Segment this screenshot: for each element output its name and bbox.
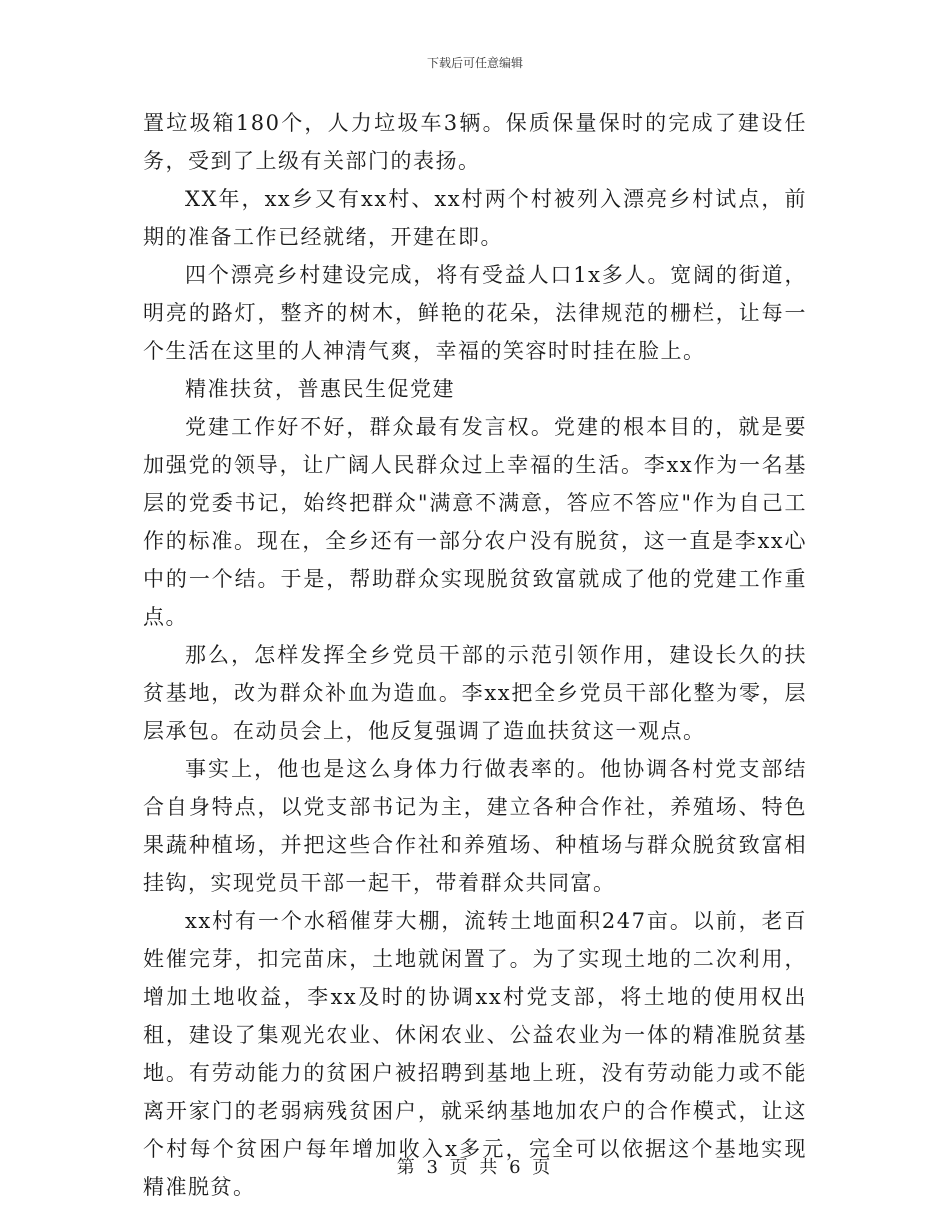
- paragraph-3: 四个漂亮乡村建设完成，将有受益人口1x多人。宽阔的街道，明亮的路灯，整齐的树木，鲜艳的花朵，法律规范的栅栏，让每一个生活在这里的人神清气爽，幸福的笑容时时挂在脸上。: [143, 263, 807, 363]
- paragraph-1: 置垃圾箱180个，人力垃圾车3辆。保质保量保时的完成了建设任务，受到了上级有关部门的表扬。: [143, 111, 807, 173]
- paragraph-6: 那么，怎样发挥全乡党员干部的示范引领作用，建设长久的扶贫基地，改为群众补血为造血。李xx把全乡党员干部化整为零，层层承包。在动员会上，他反复强调了造血扶贫这一观点。: [143, 643, 807, 743]
- paragraph-8: xx村有一个水稻催芽大棚，流转土地面积247亩。以前，老百姓催完芽，扣完苗床，土地就闲置了。为了实现土地的二次利用，增加土地收益，李xx及时的协调xx村党支部，将土地的使用权出租，建设了集观光农业、休闲农业、公益农业为一体的精准脱贫基地。有劳动能力的贫困户被招聘到基地上班，没有劳动能力或不能离开家门的老弱病残贫困户，就采纳基地加农户的合作模式，让这个村每个贫困户每年增加收入x多元，完全可以依据这个基地实现精准脱贫。: [143, 909, 807, 1199]
- paragraph-5: 党建工作好不好，群众最有发言权。党建的根本目的，就是要加强党的领导，让广阔人民群众过上幸福的生活。李xx作为一名基层的党委书记，始终把群众"满意不满意，答应不答应"作为自己工作的标准。现在，全乡还有一部分农户没有脱贫，这一直是李xx心中的一个结。于是，帮助群众实现脱贫致富就成了他的党建工作重点。: [143, 415, 807, 629]
- page-number: 第 3 页 共 6 页: [396, 1157, 554, 1178]
- paragraph-2: XX年，xx乡又有xx村、xx村两个村被列入漂亮乡村试点，前期的准备工作已经就绪，开建在即。: [143, 187, 807, 249]
- section-heading: 精准扶贫，普惠民生促党建: [185, 377, 455, 401]
- document-body: [143, 104, 807, 1206]
- paragraph-7: 事实上，他也是这么身体力行做表率的。他协调各村党支部结合自身特点，以党支部书记为主，建立各种合作社，养殖场、特色果蔬种植场，并把这些合作社和养殖场、种植场与群众脱贫致富相挂钩，实现党员干部一起干，带着群众共同富。: [143, 757, 807, 895]
- page-header: 下载后可任意编辑: [426, 56, 523, 70]
